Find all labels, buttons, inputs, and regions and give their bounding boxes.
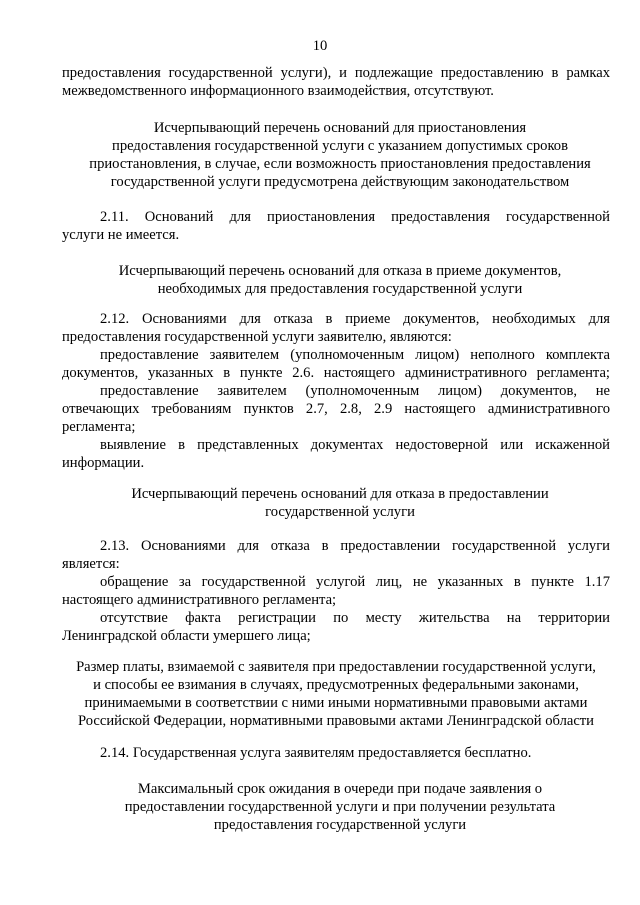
list-item-line: обращение за государственной услугой лиц, не указанных в пункте 1.17	[100, 574, 610, 590]
heading-line: Максимальный срок ожидания в очереди при подаче заявления о	[137, 781, 543, 797]
list-item-line: отвечающих требованиям пунктов 2.7, 2.8, 2.9 настоящего административного	[62, 401, 610, 417]
heading-line: Исчерпывающий перечень оснований для приостановления	[153, 120, 527, 136]
heading-line: Исчерпывающий перечень оснований для отказа в приеме документов,	[118, 263, 562, 279]
list-item-line: выявление в представленных документах недостоверной или искаженной	[100, 437, 610, 453]
list-item-line: предоставление заявителем (уполномоченным лицом) документов, не	[100, 383, 610, 399]
paragraph-line: 2.12. Основаниями для отказа в приеме документов, необходимых для	[100, 311, 610, 327]
intro-paragraph	[62, 64, 610, 100]
heading-line: Размер платы, взимаемой с заявителя при предоставлении государственной услуги,	[76, 659, 596, 675]
paragraph-line: 2.13. Основаниями для отказа в предоставлении государственной услуги	[100, 538, 610, 554]
paragraph-line: межведомственного информационного взаимодействия, отсутствуют.	[62, 83, 494, 99]
section-heading-suspension	[70, 119, 610, 191]
section-heading-fee	[56, 658, 616, 730]
list-item-line: документов, указанных в пункте 2.6. настоящего административного регламента;	[62, 365, 610, 381]
list-item-line: информации.	[62, 455, 145, 471]
list-item-line: предоставление заявителем (уполномоченным лицом) неполного комплекта	[100, 347, 610, 363]
heading-line: принимаемыми в соответствии с ними иными нормативными правовыми актами	[84, 695, 588, 711]
list-item-line: регламента;	[62, 419, 136, 435]
heading-line: предоставления государственной услуги	[213, 817, 467, 833]
page-number: 10	[312, 38, 328, 54]
paragraph-2-13	[62, 537, 610, 645]
paragraph-2-14	[62, 744, 610, 762]
heading-line: Российской Федерации, нормативными правовыми актами Ленинградской области	[77, 713, 594, 729]
paragraph-2-11	[62, 208, 610, 244]
section-heading-queue-wait	[70, 780, 610, 834]
list-item-line: Ленинградской области умершего лица;	[62, 628, 311, 644]
paragraph-2-12	[62, 310, 610, 472]
paragraph-line: предоставления государственной услуги), и подлежащие предоставлению в рамках	[62, 65, 610, 81]
heading-line: предоставлении государственной услуги и при получении результата	[124, 799, 556, 815]
heading-line: предоставления государственной услуги с указанием допустимых сроков	[112, 138, 568, 154]
heading-line: государственной услуги	[265, 504, 415, 520]
heading-line: Исчерпывающий перечень оснований для отказа в предоставлении	[131, 486, 549, 502]
section-heading-refusal-service	[70, 485, 610, 521]
paragraph-line: предоставления государственной услуги заявителю, являются:	[62, 329, 452, 345]
heading-line: приостановления, в случае, если возможность приостановления предоставления	[89, 156, 591, 172]
paragraph-line: является:	[62, 556, 120, 572]
section-heading-refusal-documents	[70, 262, 610, 298]
list-item-line: настоящего административного регламента;	[62, 592, 337, 608]
list-item-line: отсутствие факта регистрации по месту жительства на территории	[100, 610, 610, 626]
paragraph-line: 2.14. Государственная услуга заявителям предоставляется бесплатно.	[100, 745, 532, 761]
paragraph-line: услуги не имеется.	[62, 227, 180, 243]
heading-line: и способы ее взимания в случаях, предусмотренных федеральными законами,	[93, 677, 579, 693]
heading-line: необходимых для предоставления государственной услуги	[157, 281, 523, 297]
heading-line: государственной услуги предусмотрена действующим законодательством	[110, 174, 570, 190]
paragraph-line: 2.11. Оснований для приостановления предоставления государственной	[100, 209, 610, 225]
